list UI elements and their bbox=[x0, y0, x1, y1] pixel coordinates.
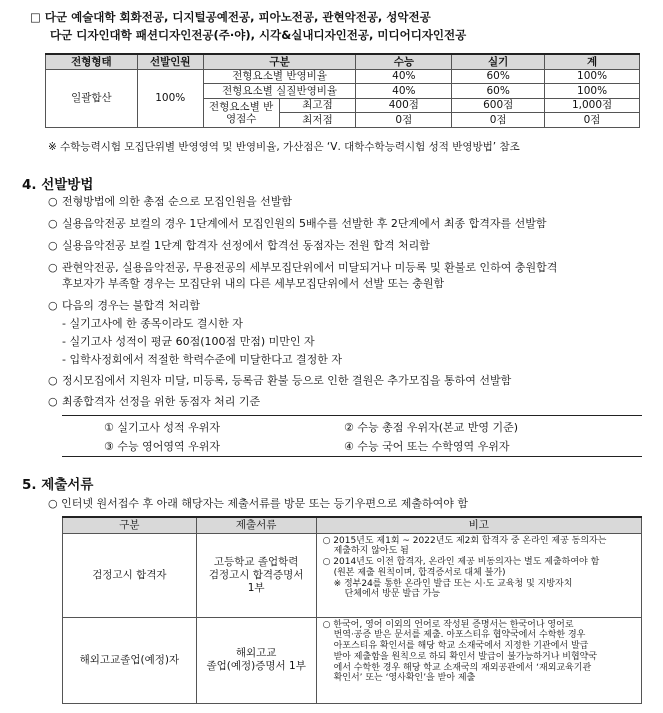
tie-criterion: ③ 수능 영어영역 우위자 bbox=[104, 440, 220, 453]
bullet-circle-icon: ○ bbox=[48, 395, 58, 408]
section-4-title: 4. 선발방법 bbox=[22, 177, 94, 193]
table-cell: 60% bbox=[452, 69, 545, 84]
remarks-cell: ○ 2015년도 제1회 ~ 2022년도 제2회 합격자 중 온라인 제공 동의자는 제출하지 않아도 됨 ○ 2014년도 이전 합격자, 온라인 제공 비동의자는 별도 제출하여야 함 (원본 제출 원칙이며, 합격증서로 대체 불가) ※ 정부24를 통한 온라인 발급 또는 시·도 교육청 및 지방자치 단체에서 방문 발급 가능 bbox=[316, 533, 641, 617]
table-cell: 1,000점 bbox=[545, 98, 640, 113]
bullet-circle-icon: ○ bbox=[48, 261, 58, 274]
tie-criterion: ① 실기고사 성적 우위자 bbox=[104, 421, 220, 434]
col-header: 수능 bbox=[356, 54, 452, 69]
table-row bbox=[46, 69, 640, 84]
col-header: 구분 bbox=[63, 517, 197, 533]
document-header bbox=[30, 8, 466, 44]
row-label: 최고점 bbox=[279, 98, 356, 113]
ratio-note: ※ 수학능력시험 모집단위별 반영영역 및 반영비율, 가산점은 ‘Ⅴ. 대학수학능력시험 성적 반영방법’ 참조 bbox=[48, 141, 520, 153]
list-item: ○ 최종합격자 선정을 위한 동점자 처리 기준 bbox=[48, 395, 261, 408]
bullet-circle-icon: ○ bbox=[48, 195, 58, 208]
bullet-circle-icon: ○ bbox=[48, 217, 58, 230]
documents-table bbox=[62, 516, 642, 704]
sub-item: - 실기고사 성적이 평균 60점(100점 만점) 미만인 자 bbox=[62, 335, 315, 348]
document-cell: 고등학교 졸업학력 검정고시 합격증명서 1부 bbox=[196, 533, 316, 617]
sub-item: - 실기고사에 한 종목이라도 결시한 자 bbox=[62, 317, 243, 330]
table-row bbox=[63, 617, 642, 703]
table-cell: 0점 bbox=[452, 113, 545, 128]
table-cell: 40% bbox=[356, 69, 452, 84]
documents-table-header bbox=[63, 517, 642, 533]
ratio-table-header bbox=[46, 54, 640, 69]
col-header: 제출서류 bbox=[196, 517, 316, 533]
section-5-intro: ○ 인터넷 원서접수 후 아래 해당자는 제출서류를 방문 또는 등기우편으로 제출하여야 함 bbox=[48, 497, 468, 510]
tie-criterion: ④ 수능 국어 또는 수학영역 우위자 bbox=[344, 440, 510, 453]
bullet-circle-icon: ○ bbox=[48, 374, 58, 387]
ratio-table bbox=[45, 53, 640, 128]
remarks-cell: ○ 한국어, 영어 이외의 언어로 작성된 증명서는 한국어나 영어로 번역·공증 받은 문서를 제출. 아포스티유 협약국에서 수학한 경우 아포스티유 확인서를 해당 학교 소재국에서 지정한 기관에서 발급 받아 제출함을 원칙으로 하되 확인서 발급이 불가능하거나 비협약국 에서 수학한 경우 해당 학교 소재국의 재외공관에서 ‘재외교육기관 확인서’ 또는 ‘영사확인’을 받아 제출 bbox=[316, 617, 641, 703]
list-item: ○ 정시모집에서 지원자 미달, 미등록, 등록금 환불 등으로 인한 결원은 추가모집을 통하여 선발함 bbox=[48, 374, 512, 387]
tie-criterion: ② 수능 총점 우위자(본교 반영 기준) bbox=[344, 421, 519, 434]
row-label: 최저점 bbox=[279, 113, 356, 128]
document-cell: 해외고교 졸업(예정)증명서 1부 bbox=[196, 617, 316, 703]
col-header: 계 bbox=[545, 54, 640, 69]
table-cell: 0점 bbox=[545, 113, 640, 128]
header-line-1: □ 다군 예술대학 회화전공, 디지털공예전공, 피아노전공, 관현악전공, 성악전공 bbox=[30, 10, 431, 24]
tie-break-box bbox=[62, 415, 642, 457]
col-header: 구분 bbox=[203, 54, 356, 69]
selection-type: 일괄합산 bbox=[46, 69, 138, 127]
category-cell: 검정고시 합격자 bbox=[63, 533, 197, 617]
bullet-circle-icon: ○ bbox=[48, 299, 58, 312]
row-label: 전형요소별 실질반영비율 bbox=[203, 84, 356, 99]
table-cell: 60% bbox=[452, 84, 545, 99]
list-item: ○ 다음의 경우는 불합격 처리함 bbox=[48, 299, 201, 312]
col-header: 비고 bbox=[316, 517, 641, 533]
table-cell: 100% bbox=[545, 69, 640, 84]
bullet-circle-icon: ○ bbox=[48, 239, 58, 252]
table-cell: 0점 bbox=[356, 113, 452, 128]
section-5-title: 5. 제출서류 bbox=[22, 477, 94, 493]
col-header: 선발인원 bbox=[137, 54, 203, 69]
list-item: ○ 실용음악전공 보컬 1단계 합격자 선정에서 합격선 동점자는 전원 합격 처리함 bbox=[48, 239, 430, 252]
table-cell: 400점 bbox=[356, 98, 452, 113]
col-header: 실기 bbox=[452, 54, 545, 69]
table-cell: 40% bbox=[356, 84, 452, 99]
table-cell: 600점 bbox=[452, 98, 545, 113]
row-label: 전형요소별 반영비율 bbox=[203, 69, 356, 84]
sub-item: - 입학사정회에서 적절한 학력수준에 미달한다고 결정한 자 bbox=[62, 353, 342, 366]
selection-quota: 100% bbox=[137, 69, 203, 127]
list-item: ○ 관현악전공, 실용음악전공, 무용전공의 세부모집단위에서 미달되거나 미등록 및 환불로 인하여 충원합격 bbox=[48, 261, 558, 274]
header-line-2: 다군 디자인대학 패션디자인전공(주·야), 시각&실내디자인전공, 미디어디자인전공 bbox=[50, 28, 467, 42]
category-cell: 해외고교졸업(예정)자 bbox=[63, 617, 197, 703]
list-item: ○ 전형방법에 의한 총점 순으로 모집인원을 선발함 bbox=[48, 195, 293, 208]
table-row bbox=[63, 533, 642, 617]
list-item-continuation: 후보자가 부족할 경우는 모집단위 내의 다른 세부모집단위에서 선발 또는 충원함 bbox=[62, 277, 445, 290]
score-group-label: 전형요소별 반영점수 bbox=[203, 98, 279, 127]
col-header: 전형형태 bbox=[46, 54, 138, 69]
table-cell: 100% bbox=[545, 84, 640, 99]
list-item: ○ 실용음악전공 보컬의 경우 1단계에서 모집인원의 5배수를 선발한 후 2단계에서 최종 합격자를 선발함 bbox=[48, 217, 547, 230]
